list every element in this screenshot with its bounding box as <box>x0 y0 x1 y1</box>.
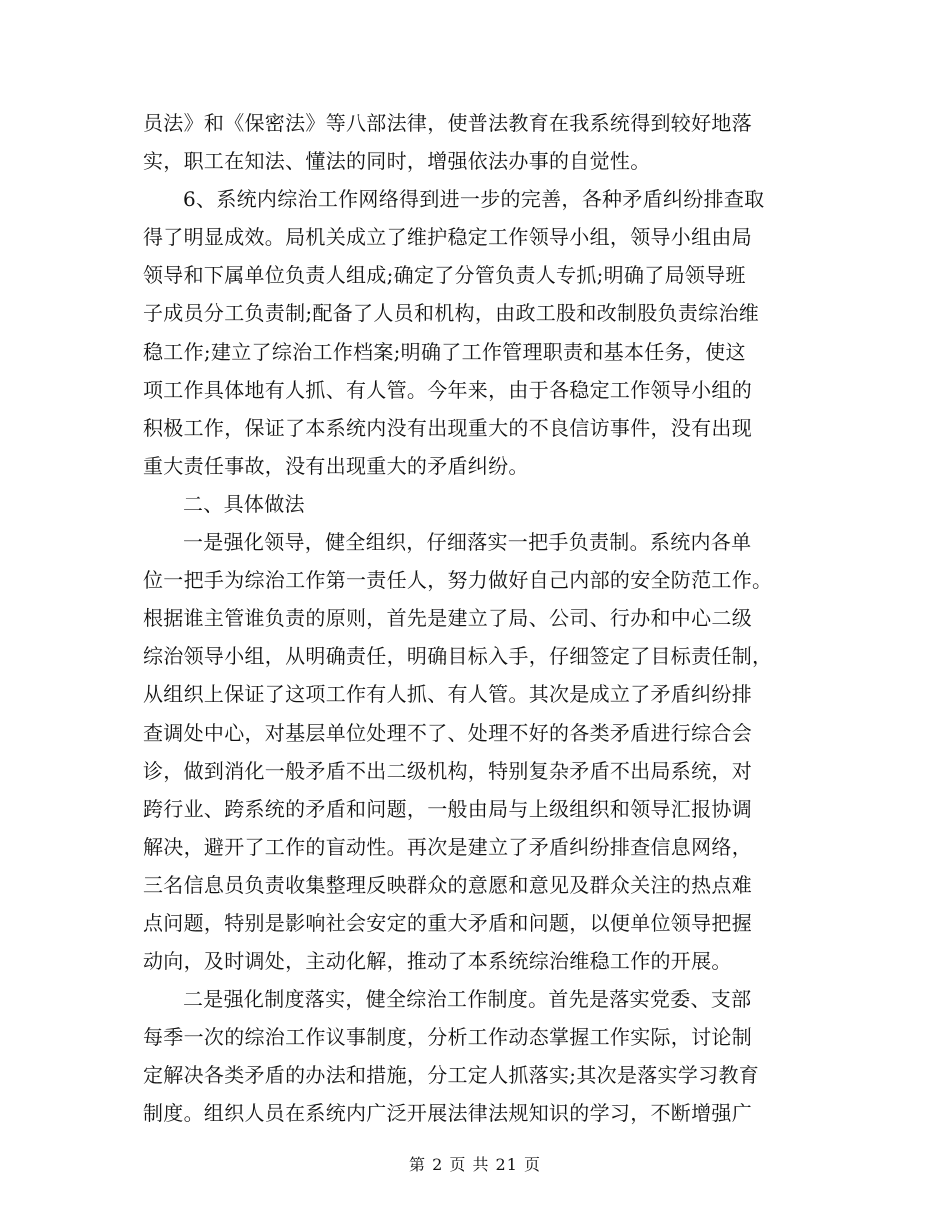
text-line-26: 定解决各类矛盾的办法和措施，分工定人抓落实;其次是落实学习教育 <box>143 1063 760 1088</box>
text-line-25: 每季一次的综治工作议事制度，分析工作动态掌握工作实际，讨论制 <box>143 1025 752 1050</box>
text-line-15: 综治领导小组，从明确责任，明确目标入手，仔细签定了目标责任制， <box>143 644 773 669</box>
text-line-19: 跨行业、跨系统的矛盾和问题，一般由局与上级组织和领导汇报协调 <box>143 796 752 821</box>
text-line-2: 实，职工在知法、懂法的同时，增强依法办事的自觉性。 <box>143 149 651 174</box>
text-line-20: 解决，避开了工作的盲动性。再次是建立了矛盾纠纷排查信息网络， <box>143 834 752 859</box>
page-number-footer: 第 2 页 共 21 页 <box>409 1155 541 1174</box>
text-line-6: 子成员分工负责制;配备了人员和机构，由政工股和改制股负责综治维 <box>143 301 760 326</box>
text-line-13: 位一把手为综治工作第一责任人，努力做好自己内部的安全防范工作。 <box>143 568 773 593</box>
text-line-3: 6、系统内综治工作网络得到进一步的完善，各种矛盾纠纷排查取 <box>183 187 765 212</box>
text-line-22: 点问题，特别是影响社会安定的重大矛盾和问题，以便单位领导把握 <box>143 910 752 935</box>
text-line-27: 制度。组织人员在系统内广泛开展法律法规知识的学习，不断增强广 <box>143 1101 752 1126</box>
text-line-14: 根据谁主管谁负责的原则，首先是建立了局、公司、行办和中心二级 <box>143 606 752 631</box>
text-line-23: 动向，及时调处，主动化解，推动了本系统综治维稳工作的开展。 <box>143 949 732 974</box>
text-line-12: 一是强化领导，健全组织，仔细落实一把手负责制。系统内各单 <box>183 530 752 555</box>
text-line-18: 诊，做到消化一般矛盾不出二级机构，特别复杂矛盾不出局系统，对 <box>143 758 752 783</box>
section-heading: 二、具体做法 <box>183 491 305 516</box>
text-line-17: 查调处中心，对基层单位处理不了、处理不好的各类矛盾进行综合会 <box>143 720 752 745</box>
text-line-7: 稳工作;建立了综治工作档案;明确了工作管理职责和基本任务，使这 <box>143 339 746 364</box>
text-line-4: 得了明显成效。局机关成立了维护稳定工作领导小组，领导小组由局 <box>143 225 752 250</box>
body-text <box>143 104 811 1133</box>
text-line-16: 从组织上保证了这项工作有人抓、有人管。其次是成立了矛盾纠纷排 <box>143 682 752 707</box>
text-line-8: 项工作具体地有人抓、有人管。今年来，由于各稳定工作领导小组的 <box>143 377 752 402</box>
text-line-21: 三名信息员负责收集整理反映群众的意愿和意见及群众关注的热点难 <box>143 872 752 897</box>
text-line-9: 积极工作，保证了本系统内没有出现重大的不良信访事件，没有出现 <box>143 415 752 440</box>
text-line-10: 重大责任事故，没有出现重大的矛盾纠纷。 <box>143 453 529 478</box>
text-line-5: 领导和下属单位负责人组成;确定了分管负责人专抓;明确了局领导班 <box>143 263 746 288</box>
text-line-1: 员法》和《保密法》等八部法律，使普法教育在我系统得到较好地落 <box>143 111 752 135</box>
text-line-24: 二是强化制度落实，健全综治工作制度。首先是落实党委、支部 <box>183 987 752 1012</box>
